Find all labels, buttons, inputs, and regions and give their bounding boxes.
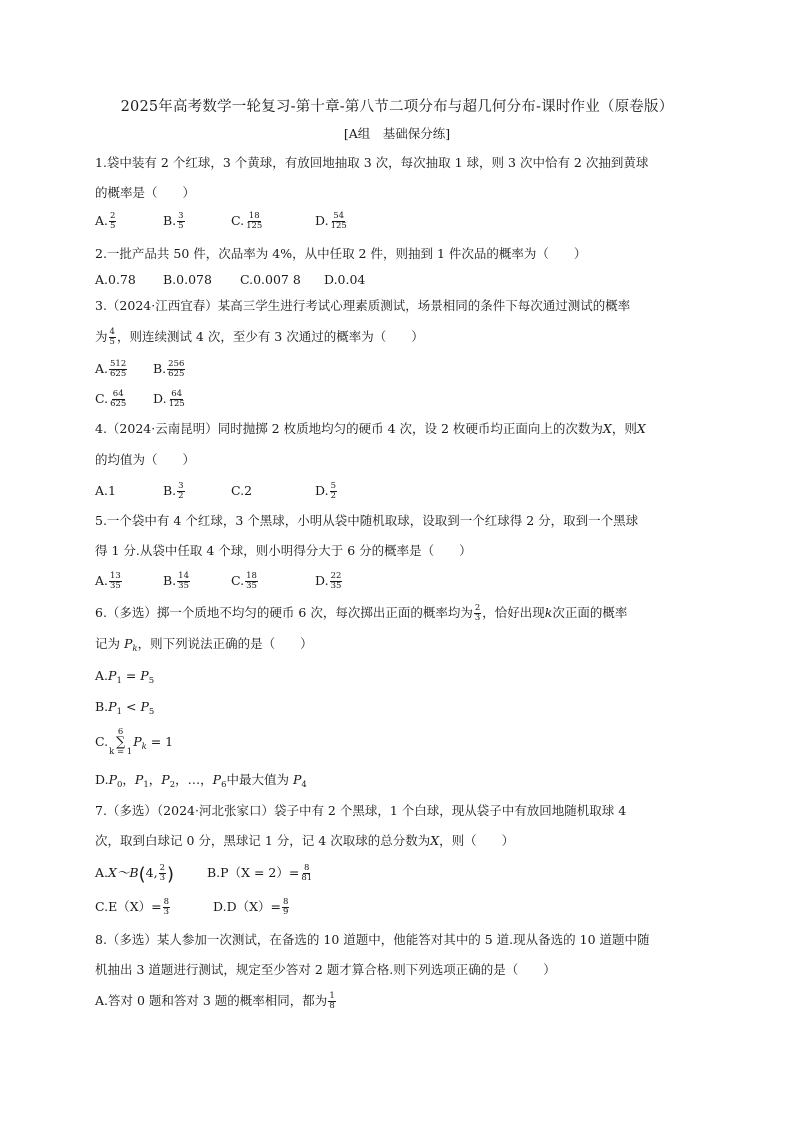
q5-option-c: C. $\frac{18}{35}$ <box>231 571 257 591</box>
q1-option-d: D. $\frac{54}{125}$ <box>315 211 347 231</box>
q5-option-d: D. $\frac{22}{35}$ <box>315 571 342 591</box>
q7-stem-line2: 次，取到白球记 0 分，黑球记 1 分，记 4 次取球的总分数为X，则（ ） <box>95 833 515 848</box>
q8-option-a: A.答对 0 题和答对 3 题的概率相同，都为 $\frac{1}{8}$ <box>95 991 335 1011</box>
q1-option-b: B. $\frac{3}{5}$ <box>163 211 184 231</box>
q2-option-a: A.0.78 <box>95 272 136 287</box>
q4-options <box>95 482 338 501</box>
q3-option-b: B. $\frac{256}{625}$ <box>153 359 185 379</box>
q4-option-a: A.1 <box>95 483 116 498</box>
q1-options <box>95 212 349 231</box>
q1-option-c: C. $\frac{18}{125}$ <box>231 211 263 231</box>
q7-options-row2 <box>95 898 290 917</box>
q2-stem: 2.一批产品共 50 件，次品率为 4%，从中任取 2 件，则抽到 1 件次品的概率为（ ） <box>95 246 587 261</box>
q6-option-d: $D.P_0$，$P_1$，$P_2$，…，$P_6$中最大值为 $P_4$ <box>95 772 307 790</box>
q1-stem-line2: 的概率是（ ） <box>95 185 196 200</box>
q7-option-a: A.X～B(4, $\frac{2}{3}$ ) <box>95 863 175 885</box>
q3-probability-fraction: $\frac{4}{5}$ <box>109 327 115 347</box>
q2-options <box>95 272 365 288</box>
q6-option-a: $A.P_1 = P_5$ <box>95 668 155 686</box>
q3-option-d: D. $\frac{64}{125}$ <box>153 389 185 409</box>
q4-stem-line2: 的均值为（ ） <box>95 452 196 467</box>
q3-stem-line2: 为 $\frac{4}{5}$ ，则连续测试 4 次，至少有 3 次通过的概率为（ ） <box>95 327 424 347</box>
q5-option-b: B. $\frac{14}{35}$ <box>163 571 189 591</box>
q3-stem-line1: 3.（2024·江西宜春）某高三学生进行考试心理素质测试，场景相同的条件下每次通过测试的概率 <box>95 298 631 313</box>
document-title: 2025年高考数学一轮复习-第十章-第八节二项分布与超几何分布-课时作业（原卷版） <box>120 99 674 115</box>
q4-stem-line1: 4.（2024·云南昆明）同时抛掷 2 枚质地均匀的硬币 4 次，设 2 枚硬币均正面向上的次数为X，则X <box>95 421 646 436</box>
q3-option-c: C. $\frac{64}{625}$ <box>95 389 127 409</box>
q2-option-b: B.0.078 <box>163 272 212 287</box>
q7-options-row1 <box>95 864 314 883</box>
q5-stem-line1: 5.一个袋中有 4 个红球，3 个黑球，小明从袋中随机取球，设取到一个红球得 2 分，取到一个黑球 <box>95 513 639 528</box>
q7-stem-line1: 7.（多选）（2024·河北张家口）袋子中有 2 个黑球，1 个白球，现从袋子中有放回地随机取球 4 <box>95 803 627 818</box>
summation-sign: 6 ∑ k = 1 <box>109 727 133 757</box>
q2-option-c: C.0.007 8 <box>240 272 301 287</box>
q2-option-d: D.0.04 <box>324 272 366 287</box>
q7-option-b: B.P（X = 2）= $\frac{8}{81}$ <box>207 863 313 883</box>
q3-options-row2 <box>95 390 187 409</box>
q4-option-d: D. $\frac{5}{2}$ <box>315 481 336 501</box>
q5-options <box>95 572 343 591</box>
q3-option-a: A. $\frac{512}{625}$ <box>95 359 127 379</box>
q8-stem-line2: 机抽出 3 道题进行测试，规定至少答对 2 题才算合格.则下列选项正确的是（ ） <box>95 962 556 977</box>
q6-stem-line1: 6.（多选）掷一个质地不均匀的硬币 6 次，每次掷出正面的概率均为 $\frac{2}{3}$ ，恰好出现k次正面的概率 <box>95 603 628 623</box>
q6-option-b: $B.P_1 < P_5$ <box>95 699 155 717</box>
q4-option-b: B. $\frac{3}{2}$ <box>163 481 184 501</box>
q6-probability-fraction: $\frac{2}{3}$ <box>474 603 481 623</box>
q3-options-row1 <box>95 360 186 379</box>
q7-option-d: D.D（X）= $\frac{8}{9}$ <box>213 897 289 917</box>
q6-stem-line2: 记为 $P_k$，则下列说法正确的是（ ） <box>95 636 313 654</box>
section-subtitle: [A组 基础保分练] <box>343 126 451 141</box>
q1-option-a: A. $\frac{2}{5}$ <box>95 211 116 231</box>
q6-option-c: C. 6 ∑ k = 1 $P_k = 1$ <box>95 727 174 757</box>
q8-stem-line1: 8.（多选）某人参加一次测试，在备选的 10 道题中，他能答对其中的 5 道.现从备选的 10 道题中随 <box>95 932 650 947</box>
q4-option-c: C.2 <box>231 483 253 498</box>
q5-stem-line2: 得 1 分.从袋中任取 4 个球，则小明得分大于 6 分的概率是（ ） <box>95 543 472 558</box>
q5-option-a: A. $\frac{13}{35}$ <box>95 571 121 591</box>
q1-stem-line1: 1.袋中装有 2 个红球，3 个黄球，有放回地抽取 3 次，每次抽取 1 球，则 3 次中恰有 2 次抽到黄球 <box>95 155 649 170</box>
q7-option-c: C.E（X）= $\frac{8}{3}$ <box>95 897 170 917</box>
